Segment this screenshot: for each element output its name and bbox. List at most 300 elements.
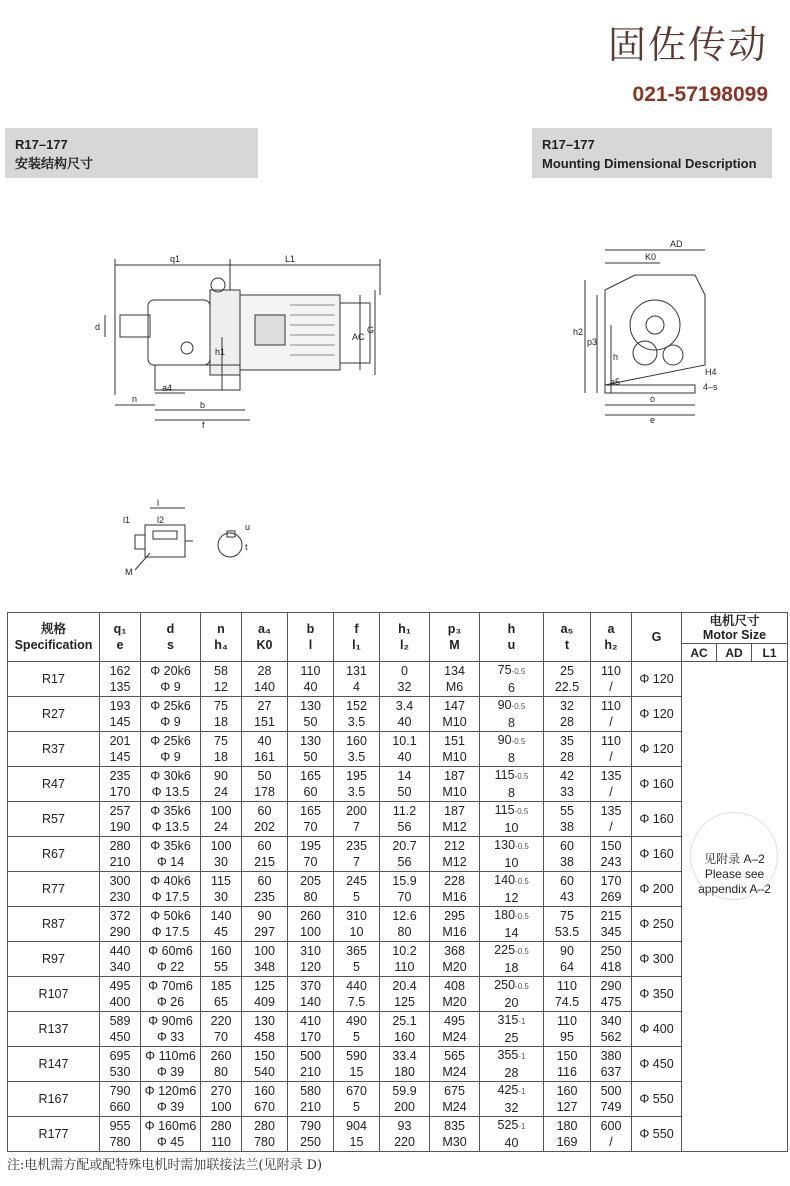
front-view-drawing	[555, 235, 735, 425]
value-top	[480, 697, 543, 715]
value-cell	[288, 767, 334, 802]
value: 160	[346, 734, 367, 748]
value: 40	[257, 734, 272, 748]
value: 310	[300, 944, 321, 958]
table-row	[8, 697, 788, 732]
value-bottom: M10	[442, 785, 467, 799]
value-top	[380, 1118, 429, 1134]
value-cell	[334, 697, 380, 732]
value-bottom: Φ 33	[156, 1030, 185, 1044]
side-view-drawing	[90, 245, 390, 430]
value-top	[591, 908, 631, 924]
label-L1: L1	[285, 254, 296, 264]
spec-cell: R27	[8, 697, 100, 732]
value-bottom: 14	[504, 926, 519, 940]
value: 147	[444, 699, 465, 713]
value-cell	[201, 767, 242, 802]
value-top	[591, 698, 631, 714]
value-bottom: 160	[394, 1030, 415, 1044]
header-bottom: e	[116, 638, 124, 652]
spec-cell: R97	[8, 942, 100, 977]
value-bottom: 340	[109, 960, 131, 974]
value: 270	[210, 1084, 232, 1098]
value: 151	[444, 734, 465, 748]
value: 60	[257, 804, 272, 818]
label-h1: h1	[215, 347, 226, 357]
value: 28	[257, 664, 272, 678]
header-bottom: h₄	[214, 638, 228, 652]
shaft-detail-drawing	[105, 495, 275, 585]
value-cell	[380, 1012, 430, 1047]
label-l1: l1	[123, 515, 131, 525]
value: 315	[497, 1013, 519, 1027]
value-cell	[480, 942, 544, 977]
value-cell	[141, 1082, 201, 1117]
value-cell	[288, 977, 334, 1012]
value-bottom: 540	[254, 1065, 275, 1079]
value-top	[430, 698, 479, 714]
value-bottom: 297	[254, 925, 275, 939]
value-bottom: 80	[397, 925, 412, 939]
header-bottom: M	[449, 638, 460, 652]
value-bottom: 100	[300, 925, 321, 939]
value-top	[141, 768, 200, 784]
value: Φ 30k6	[150, 769, 191, 783]
value-top	[201, 1083, 241, 1099]
value-cell	[100, 767, 141, 802]
value-bottom: 145	[109, 750, 131, 764]
value-cell	[480, 907, 544, 942]
value-cell	[380, 802, 430, 837]
value-bottom: 40	[303, 680, 318, 694]
value-top	[242, 1048, 287, 1064]
value-bottom: 55	[214, 960, 228, 974]
value: 14	[397, 769, 412, 783]
column-header	[242, 613, 288, 662]
header-top: n	[217, 622, 225, 636]
value: 25	[560, 664, 574, 678]
value-top	[480, 1117, 543, 1135]
value-top	[201, 943, 241, 959]
value-top	[288, 733, 333, 749]
value-bottom: 210	[109, 855, 131, 869]
motor-col-header: AD	[717, 644, 752, 662]
value-cell	[430, 662, 480, 697]
value-bottom: Φ 9	[160, 715, 181, 729]
value-bottom: 40	[397, 750, 412, 764]
g-cell: Φ 250	[632, 907, 682, 942]
value-cell	[242, 1117, 288, 1152]
value-top	[334, 908, 379, 924]
brand-name: 固佐传动	[607, 23, 768, 67]
value-cell	[100, 872, 141, 907]
value: 60	[560, 874, 574, 888]
value-cell	[480, 872, 544, 907]
label-f: f	[202, 420, 205, 430]
value-cell	[480, 662, 544, 697]
column-header	[544, 613, 591, 662]
column-header	[380, 613, 430, 662]
value-bottom: Φ 39	[156, 1100, 185, 1114]
label-e: e	[650, 415, 656, 425]
value-bottom: 70	[303, 820, 318, 834]
value-cell	[480, 697, 544, 732]
value-top	[480, 837, 543, 855]
value-cell	[591, 907, 632, 942]
value-bottom: 56	[397, 855, 412, 869]
value-bottom: M24	[442, 1065, 467, 1079]
value-bottom: 8	[508, 751, 515, 765]
value-top	[141, 978, 200, 994]
value-cell	[591, 1117, 632, 1152]
value: Φ 60m6	[148, 944, 193, 958]
value-top	[201, 768, 241, 784]
value-top	[544, 838, 590, 854]
value-bottom: Φ 13.5	[151, 820, 190, 834]
value: 33.4	[392, 1049, 417, 1063]
value: 160	[556, 1084, 578, 1098]
value-cell	[141, 1047, 201, 1082]
value: 55	[560, 804, 574, 818]
value: 372	[109, 909, 131, 923]
value-top	[100, 768, 140, 784]
value-bottom: 120	[300, 960, 321, 974]
value: 280	[254, 1119, 275, 1133]
value-top	[100, 1048, 140, 1064]
value-cell	[380, 872, 430, 907]
value: 200	[346, 804, 367, 818]
value-bottom: /	[609, 750, 613, 764]
value: Φ 70m6	[148, 979, 193, 993]
header-top: 规格	[40, 622, 66, 636]
value-top	[242, 1118, 287, 1134]
value-top	[201, 1118, 241, 1134]
section-subtitle: Mounting Dimensional Description	[542, 156, 757, 171]
value-bottom: /	[609, 715, 613, 729]
value-cell	[100, 732, 141, 767]
value-top	[480, 907, 543, 925]
value-bottom: 12	[214, 680, 228, 694]
value: 75	[560, 909, 574, 923]
value-top	[480, 1082, 543, 1100]
value: 500	[600, 1084, 622, 1098]
value-cell	[100, 942, 141, 977]
value-top	[334, 1048, 379, 1064]
label-4s: 4–s	[703, 382, 718, 392]
value-top	[380, 908, 429, 924]
value-top	[334, 943, 379, 959]
value: 130	[300, 699, 321, 713]
value-cell	[100, 1117, 141, 1152]
motor-title-cn: 电机尺寸	[709, 614, 760, 628]
value-top	[201, 698, 241, 714]
value-top	[591, 663, 631, 679]
value-top	[430, 943, 479, 959]
value: 500	[300, 1049, 321, 1063]
tolerance: -0.5	[515, 842, 529, 851]
value: 228	[444, 874, 465, 888]
value-bottom: 215	[254, 855, 275, 869]
value: 340	[600, 1014, 622, 1028]
value-top	[141, 1118, 200, 1134]
value-top	[141, 663, 200, 679]
value-top	[591, 873, 631, 889]
value-cell	[242, 837, 288, 872]
value: Φ 90m6	[148, 1014, 193, 1028]
value-cell	[430, 767, 480, 802]
value-cell	[480, 977, 544, 1012]
table-row	[8, 907, 788, 942]
value-cell	[288, 872, 334, 907]
value-top	[288, 908, 333, 924]
value-bottom: M6	[445, 680, 464, 694]
g-cell: Φ 300	[632, 942, 682, 977]
value-top	[242, 1083, 287, 1099]
g-cell: Φ 160	[632, 767, 682, 802]
value-top	[288, 1048, 333, 1064]
value-cell	[141, 1117, 201, 1152]
value-top	[100, 978, 140, 994]
tolerance: -0.5	[511, 667, 526, 676]
value-cell	[544, 1012, 591, 1047]
value-bottom: 127	[556, 1100, 578, 1114]
spec-cell: R147	[8, 1047, 100, 1082]
header-top: a	[607, 622, 615, 636]
value-cell	[591, 942, 632, 977]
tolerance: -0.5	[511, 702, 526, 711]
g-cell: Φ 350	[632, 977, 682, 1012]
value: 160	[210, 944, 232, 958]
value-cell	[544, 802, 591, 837]
motor-title-en: Motor Size	[702, 628, 767, 642]
value-cell	[430, 732, 480, 767]
value-bottom: 145	[109, 715, 131, 729]
value-cell	[100, 1012, 141, 1047]
model-range: R17–177	[542, 137, 595, 152]
column-header	[430, 613, 480, 662]
value-bottom: 7	[353, 855, 360, 869]
value: 235	[109, 769, 131, 783]
value-cell	[242, 907, 288, 942]
value-top	[242, 733, 287, 749]
value: 408	[444, 979, 465, 993]
value-cell	[288, 1047, 334, 1082]
value-cell	[430, 1082, 480, 1117]
value-top	[480, 767, 543, 785]
motor-col-header: L1	[752, 644, 788, 662]
header-bottom: t	[564, 638, 570, 652]
value-top	[288, 1013, 333, 1029]
value-cell	[380, 942, 430, 977]
value: 215	[600, 909, 622, 923]
value-bottom: 458	[254, 1030, 275, 1044]
value-bottom: 65	[214, 995, 228, 1009]
value-bottom: M24	[442, 1100, 467, 1114]
value-top	[591, 838, 631, 854]
value: Φ 110m6	[145, 1049, 196, 1063]
value: 695	[109, 1049, 131, 1063]
header-bottom: s	[167, 638, 174, 652]
value-top	[201, 1048, 241, 1064]
value-cell	[288, 1082, 334, 1117]
label-t: t	[245, 542, 248, 552]
header-bottom: h₂	[604, 638, 618, 652]
value-bottom: 178	[254, 785, 275, 799]
value-bottom: 30	[214, 890, 228, 904]
value-top	[334, 698, 379, 714]
motor-col-header: AC	[682, 644, 717, 662]
value-top	[480, 732, 543, 750]
g-cell: Φ 120	[632, 662, 682, 697]
value-bottom: M12	[442, 855, 467, 869]
value-top	[430, 838, 479, 854]
value-top	[380, 1048, 429, 1064]
value: 170	[600, 874, 622, 888]
value: 115	[211, 874, 231, 888]
value: 440	[109, 944, 131, 958]
value-top	[430, 663, 479, 679]
value: 525	[497, 1118, 519, 1132]
value-cell	[288, 837, 334, 872]
value-cell	[380, 907, 430, 942]
value-bottom: Φ 26	[156, 995, 185, 1009]
value-top	[242, 768, 287, 784]
value-cell	[380, 1117, 430, 1152]
value: 27	[257, 699, 272, 713]
value-top	[141, 698, 200, 714]
label-G: G	[367, 325, 375, 335]
value: 185	[210, 979, 232, 993]
value-bottom: 50	[397, 785, 412, 799]
value-bottom: 5	[353, 1030, 360, 1044]
value-bottom: 400	[109, 995, 131, 1009]
value-top	[544, 1083, 590, 1099]
label-M: M	[125, 567, 133, 577]
g-cell: Φ 160	[632, 837, 682, 872]
value-bottom: 15	[349, 1135, 364, 1149]
value-cell	[201, 837, 242, 872]
value: 15.9	[392, 874, 417, 888]
column-header	[480, 613, 544, 662]
value-bottom: 32	[504, 1101, 519, 1115]
label-h: h	[613, 352, 619, 362]
header-bottom: l	[308, 638, 313, 652]
value-cell	[334, 767, 380, 802]
value-bottom: 4	[353, 680, 360, 694]
value-bottom: 140	[254, 680, 275, 694]
value-bottom: 180	[394, 1065, 415, 1079]
value-cell	[380, 1082, 430, 1117]
value-bottom: 170	[300, 1030, 321, 1044]
value-bottom: Φ 45	[156, 1135, 185, 1149]
g-cell: Φ 550	[632, 1082, 682, 1117]
value: 135	[600, 769, 622, 783]
value-top	[201, 1013, 241, 1029]
motor-note-cell	[682, 662, 788, 1152]
value-cell	[141, 837, 201, 872]
table-row	[8, 1047, 788, 1082]
value: 60	[257, 874, 272, 888]
label-AC: AC	[352, 332, 365, 342]
value: 150	[600, 839, 622, 853]
value: 50	[257, 769, 272, 783]
value: 90	[214, 769, 228, 783]
value-top	[480, 942, 543, 960]
value-cell	[591, 837, 632, 872]
value-cell	[100, 977, 141, 1012]
value-bottom: M16	[442, 890, 467, 904]
value-top	[544, 768, 590, 784]
value-bottom: M12	[442, 820, 467, 834]
value-bottom: 290	[109, 925, 131, 939]
value-bottom: 18	[214, 750, 228, 764]
value-bottom: 38	[560, 855, 574, 869]
value: 110	[601, 734, 621, 748]
value-cell	[591, 977, 632, 1012]
value-bottom: 5	[353, 1100, 360, 1114]
value-cell	[141, 732, 201, 767]
value-top	[430, 978, 479, 994]
value-bottom: 116	[557, 1065, 577, 1079]
header-bottom: Specification	[14, 638, 93, 652]
value-top	[591, 1048, 631, 1064]
value-bottom: 345	[600, 925, 622, 939]
value-top	[591, 733, 631, 749]
value-bottom: 637	[600, 1065, 622, 1079]
value: 380	[600, 1049, 622, 1063]
value-cell	[430, 1047, 480, 1082]
value-top	[242, 908, 287, 924]
value: 93	[397, 1119, 412, 1133]
value: 110	[601, 664, 621, 678]
value-cell	[591, 1012, 632, 1047]
value-bottom: 670	[254, 1100, 275, 1114]
value-cell	[334, 907, 380, 942]
value-bottom: M24	[442, 1030, 467, 1044]
footnote: 注:电机需方配或配特殊电机时需加联接法兰(见附录 D)	[7, 1158, 323, 1173]
table-row	[8, 837, 788, 872]
label-b: b	[200, 400, 206, 410]
value-top	[242, 1013, 287, 1029]
value: 160	[254, 1084, 275, 1098]
value-bottom: 100	[210, 1100, 232, 1114]
column-header	[591, 613, 632, 662]
g-cell: Φ 120	[632, 697, 682, 732]
value: 140	[210, 909, 232, 923]
value-bottom: 95	[560, 1030, 574, 1044]
value: 220	[210, 1014, 232, 1028]
value-top	[380, 873, 429, 889]
header-top: a₅	[560, 622, 574, 636]
header-top: b	[306, 622, 315, 636]
value-cell	[544, 697, 591, 732]
value: 130	[300, 734, 321, 748]
table-row	[8, 732, 788, 767]
label-o: o	[650, 394, 656, 404]
value-cell	[242, 942, 288, 977]
label-n: n	[132, 394, 138, 404]
value-cell	[334, 1117, 380, 1152]
value: 250	[494, 978, 516, 992]
spec-cell: R107	[8, 977, 100, 1012]
value-top	[141, 733, 200, 749]
value: 100	[254, 944, 275, 958]
value: 600	[600, 1119, 622, 1133]
value-bottom: 135	[109, 680, 131, 694]
value-cell	[591, 872, 632, 907]
value: 365	[346, 944, 367, 958]
value-bottom: 70	[214, 1030, 228, 1044]
